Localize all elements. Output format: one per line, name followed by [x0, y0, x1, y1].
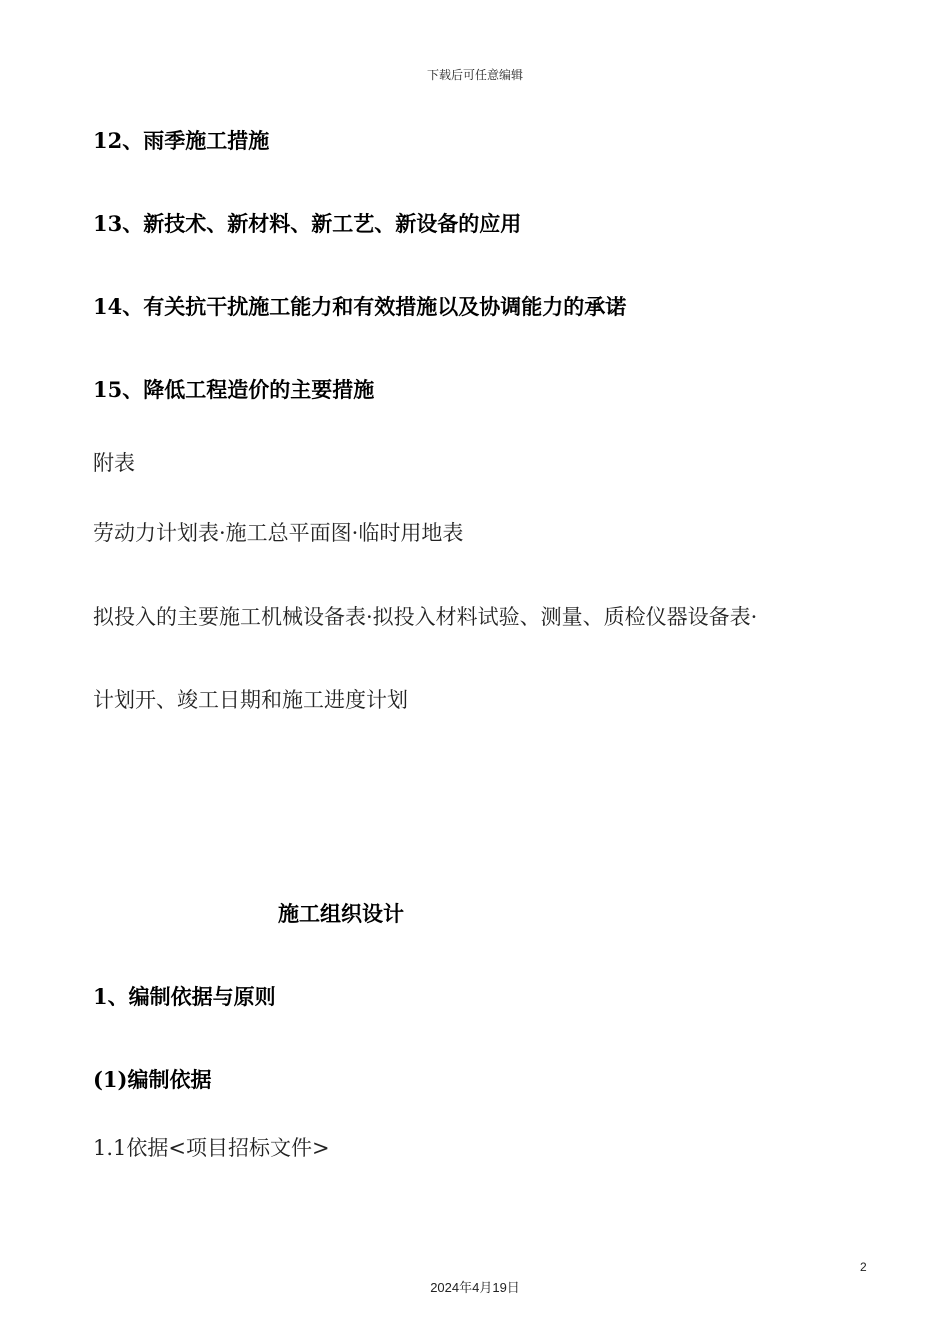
- appendix-line: 计划开、竣工日期和施工进度计划: [93, 688, 408, 712]
- section-item: 1.1依据<项目招标文件>: [93, 1136, 330, 1160]
- toc-item-15: 15、降低工程造价的主要措施: [93, 377, 375, 402]
- section-title: 施工组织设计: [278, 901, 404, 926]
- page-header-note: 下载后可任意编辑: [426, 68, 523, 82]
- appendix-title: 附表: [93, 451, 135, 475]
- appendix-line: 劳动力计划表·施工总平面图·临时用地表: [93, 521, 464, 545]
- toc-item-13: 13、新技术、新材料、新工艺、新设备的应用: [93, 211, 522, 236]
- page-number: 2: [860, 1260, 867, 1274]
- toc-item-12: 12、雨季施工措施: [93, 128, 270, 153]
- section-heading-2: (1)编制依据: [93, 1067, 212, 1092]
- toc-item-14: 14、有关抗干扰施工能力和有效措施以及协调能力的承诺: [93, 294, 627, 319]
- footer-date: 2024年4月19日: [430, 1280, 520, 1295]
- appendix-line: 拟投入的主要施工机械设备表·拟投入材料试验、测量、质检仪器设备表·: [93, 605, 758, 629]
- section-heading-1: 1、编制依据与原则: [93, 984, 276, 1009]
